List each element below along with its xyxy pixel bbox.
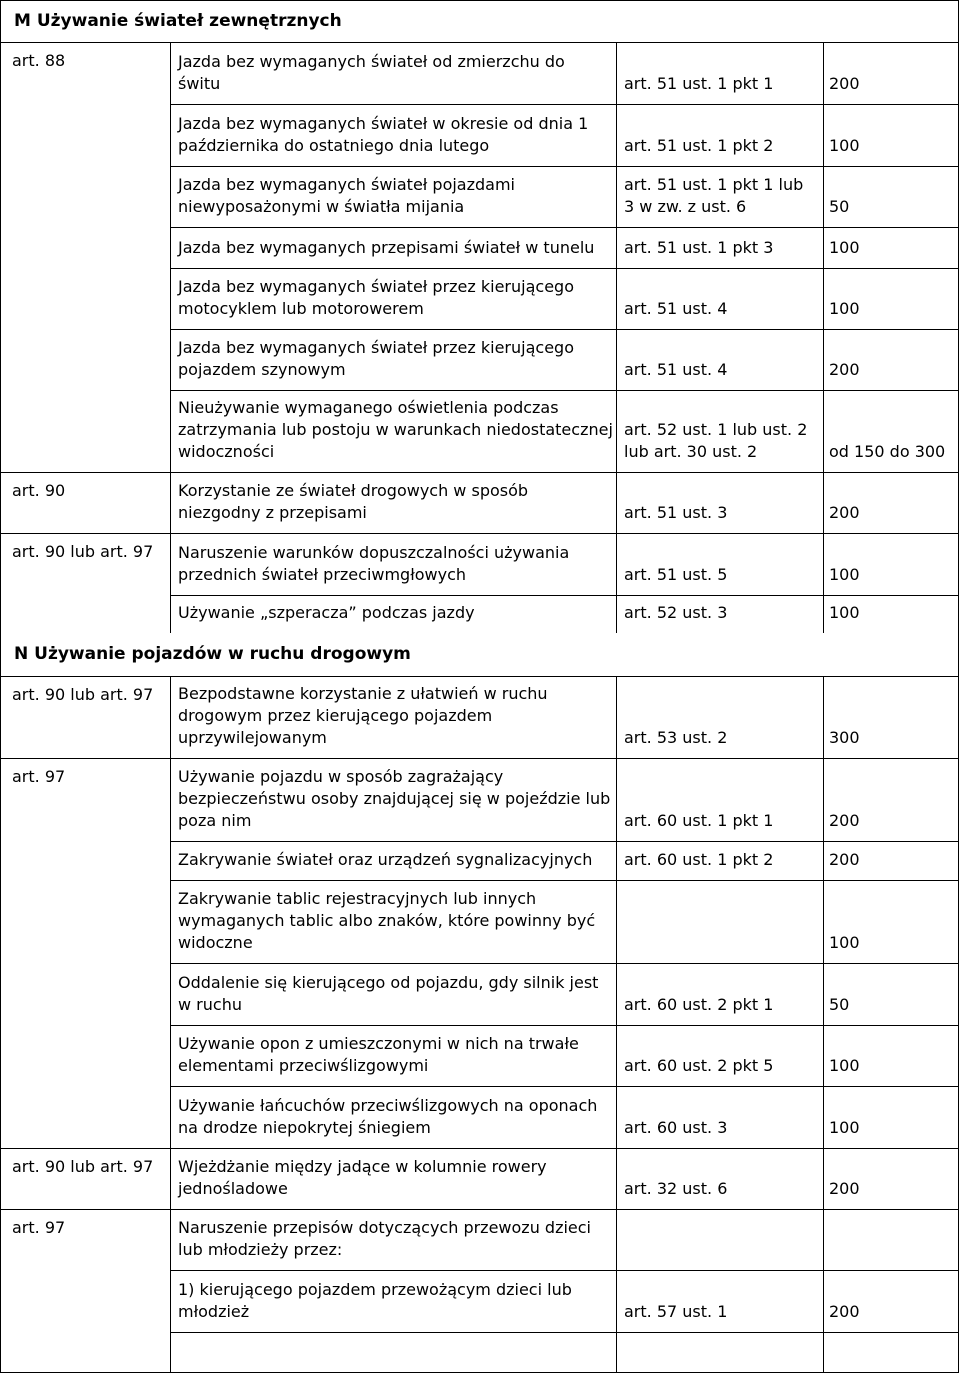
row-divider <box>170 1148 958 1149</box>
row-description: Bezpodstawne korzystanie z ułatwień w ruchu drogowym przez kierującego pojazdem uprzywilejowanym <box>178 684 548 747</box>
row-divider <box>0 1148 170 1149</box>
row-legal-reference: art. 60 ust. 2 pkt 1 <box>624 995 774 1014</box>
row-description: Używanie łańcuchów przeciwślizgowych na oponach na drodze niepokrytej śniegiem <box>178 1096 598 1137</box>
row-legal-reference: art. 60 ust. 1 pkt 1 <box>624 811 774 830</box>
row-legal-reference: art. 57 ust. 1 <box>624 1302 728 1321</box>
row-description: Używanie pojazdu w sposób zagrażający bezpieczeństwu osoby znajdującej się w pojeździe lub poza nim <box>178 767 611 830</box>
row-article: art. 90 lub art. 97 <box>12 542 154 561</box>
row-divider <box>0 0 959 1</box>
column-divider <box>170 676 171 1372</box>
row-divider <box>170 227 958 228</box>
row-divider <box>170 1209 958 1210</box>
row-divider <box>170 533 958 534</box>
row-divider <box>170 1025 958 1026</box>
row-divider <box>170 595 958 596</box>
row-article: art. 97 <box>12 767 66 786</box>
row-divider <box>170 758 958 759</box>
row-description: Jazda bez wymaganych świateł przez kierującego motocyklem lub motorowerem <box>178 277 574 318</box>
row-description: Używanie opon z umieszczonymi w nich na trwałe elementami przeciwślizgowymi <box>178 1034 579 1075</box>
row-legal-reference <box>624 888 819 954</box>
row-legal-reference: art. 51 ust. 5 <box>624 565 728 584</box>
row-description <box>178 1340 618 1363</box>
row-fine: 100 <box>829 933 860 952</box>
row-fine: 200 <box>829 74 860 93</box>
row-legal-reference: art. 51 ust. 4 <box>624 360 728 379</box>
row-fine: od 150 do 300 <box>829 442 946 461</box>
row-fine <box>829 1340 957 1363</box>
row-description: Jazda bez wymaganych świateł pojazdami niewyposażonymi w światła mijania <box>178 175 515 216</box>
row-fine: 100 <box>829 238 860 257</box>
row-legal-reference: art. 51 ust. 1 pkt 2 <box>624 136 774 155</box>
row-divider <box>0 1209 170 1210</box>
row-divider <box>170 104 958 105</box>
row-legal-reference: art. 53 ust. 2 <box>624 728 728 747</box>
row-fine: 100 <box>829 299 860 318</box>
row-fine: 300 <box>829 728 860 747</box>
row-fine: 100 <box>829 136 860 155</box>
row-description: Zakrywanie tablic rejestracyjnych lub innych wymaganych tablic albo znaków, które powinny być widoczne <box>178 889 596 952</box>
row-fine <box>829 1217 957 1261</box>
row-description: Jazda bez wymaganych świateł przez kierującego pojazdem szynowym <box>178 338 574 379</box>
row-fine: 200 <box>829 850 860 869</box>
row-divider <box>170 1332 958 1333</box>
row-divider <box>170 841 958 842</box>
row-description: Zakrywanie świateł oraz urządzeń sygnalizacyjnych <box>178 850 593 869</box>
row-article: art. 88 <box>12 51 66 70</box>
row-legal-reference: art. 51 ust. 1 pkt 1 lub 3 w zw. z ust. 6 <box>624 175 804 216</box>
row-article: art. 97 <box>12 1218 66 1237</box>
row-fine: 200 <box>829 503 860 522</box>
row-legal-reference <box>624 1340 819 1363</box>
row-fine: 50 <box>829 995 850 1014</box>
row-description: 1) kierującego pojazdem przewożącym dzieci lub młodzież <box>178 1280 572 1321</box>
section-title: M Używanie świateł zewnętrznych <box>14 11 342 31</box>
row-divider <box>170 166 958 167</box>
row-description: Jazda bez wymaganych świateł w okresie od dnia 1 października do ostatniego dnia lutego <box>178 114 589 155</box>
row-fine: 100 <box>829 1056 860 1075</box>
row-description: Nieużywanie wymaganego oświetlenia podczas zatrzymania lub postoju w warunkach niedostatecznej widoczności <box>178 398 613 461</box>
row-divider <box>0 42 959 43</box>
row-description: Naruszenie przepisów dotyczących przewozu dzieci lub młodzieży przez: <box>178 1218 591 1259</box>
row-article: art. 90 <box>12 481 66 500</box>
row-divider <box>170 472 958 473</box>
row-description: Oddalenie się kierującego od pojazdu, gdy silnik jest w ruchu <box>178 973 599 1014</box>
row-fine: 200 <box>829 1302 860 1321</box>
row-divider <box>0 533 170 534</box>
column-divider <box>823 676 824 1372</box>
row-divider <box>170 329 958 330</box>
row-legal-reference: art. 51 ust. 4 <box>624 299 728 318</box>
row-legal-reference: art. 32 ust. 6 <box>624 1179 728 1198</box>
row-fine: 50 <box>829 197 850 216</box>
column-divider <box>0 0 1 1373</box>
column-divider <box>823 42 824 633</box>
column-divider <box>958 0 959 1373</box>
row-legal-reference: art. 51 ust. 1 pkt 3 <box>624 238 774 257</box>
row-description: Jazda bez wymaganych świateł od zmierzchu do świtu <box>178 52 565 93</box>
row-divider <box>0 472 170 473</box>
row-legal-reference: art. 52 ust. 1 lub ust. 2 lub art. 30 ust. 2 <box>624 420 808 461</box>
row-fine: 200 <box>829 811 860 830</box>
row-article: art. 90 lub art. 97 <box>12 1157 154 1176</box>
section-title: N Używanie pojazdów w ruchu drogowym <box>14 644 411 664</box>
row-divider <box>170 1086 958 1087</box>
row-description: Korzystanie ze świateł drogowych w sposób niezgodny z przepisami <box>178 481 529 522</box>
row-legal-reference: art. 60 ust. 1 pkt 2 <box>624 850 774 869</box>
row-legal-reference <box>624 1217 819 1261</box>
row-legal-reference: art. 60 ust. 3 <box>624 1118 728 1137</box>
column-divider <box>170 42 171 633</box>
row-fine: 100 <box>829 603 860 622</box>
row-divider <box>170 880 958 881</box>
row-fine: 100 <box>829 565 860 584</box>
row-legal-reference: art. 51 ust. 3 <box>624 503 728 522</box>
row-fine: 100 <box>829 1118 860 1137</box>
row-legal-reference: art. 60 ust. 2 pkt 5 <box>624 1056 774 1075</box>
row-divider <box>0 676 959 677</box>
row-divider <box>0 758 170 759</box>
row-divider <box>170 268 958 269</box>
row-divider <box>170 963 958 964</box>
row-legal-reference: art. 51 ust. 1 pkt 1 <box>624 74 774 93</box>
row-legal-reference: art. 52 ust. 3 <box>624 603 728 622</box>
row-divider <box>170 1270 958 1271</box>
row-fine: 200 <box>829 1179 860 1198</box>
row-description: Wjeżdżanie między jadące w kolumnie rowery jednośladowe <box>178 1157 547 1198</box>
row-description: Używanie „szperacza” podczas jazdy <box>178 603 475 622</box>
row-article: art. 90 lub art. 97 <box>12 685 154 704</box>
row-divider <box>170 390 958 391</box>
row-description: Naruszenie warunków dopuszczalności używania przednich świateł przeciwmgłowych <box>178 543 570 584</box>
row-description: Jazda bez wymaganych przepisami świateł w tunelu <box>178 238 595 257</box>
row-divider <box>0 1372 959 1373</box>
row-fine: 200 <box>829 360 860 379</box>
